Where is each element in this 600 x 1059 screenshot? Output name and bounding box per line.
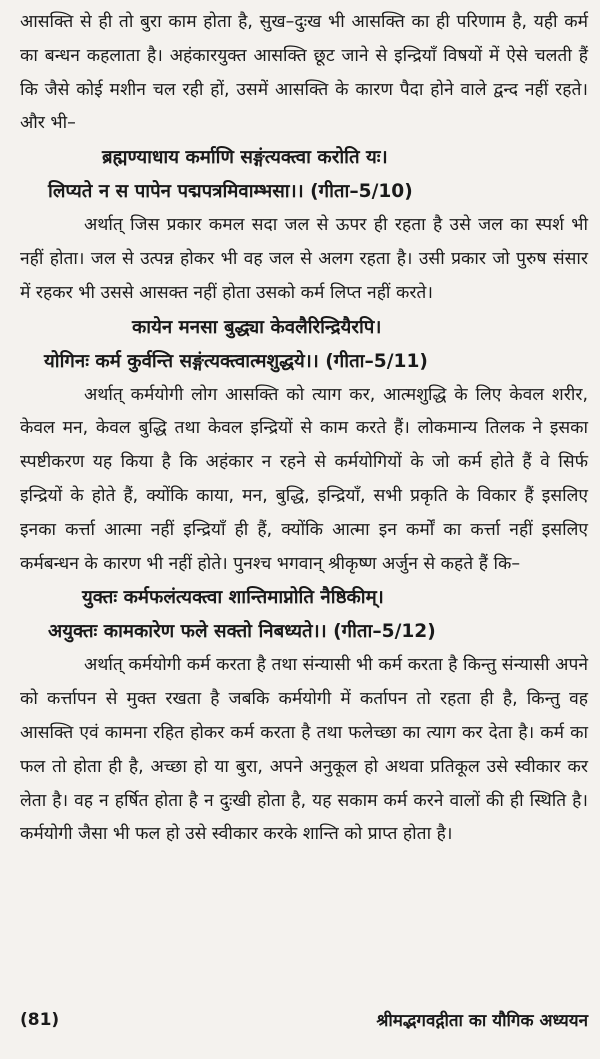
paragraph-3: अर्थात् कर्मयोगी लोग आसक्ति को त्याग कर, आत्मशुद्धि के लिए केवल शरीर, केवल मन, केवल बुद्धि तथा केवल इन्द्रियों से काम करते हैं। लोकमान्य तिलक ने इसका स्पष्टीकरण यह किया है कि अहंकार न रहने से कर्मयोगियों के जो कर्म होते हैं वे सिर्फ इन्द्रियों के होते हैं, क्योंकि काया, मन, बुद्धि, इन्द्रियाँ, सभी प्रकृति के विकार हैं इसलिए इनका कर्त्ता आत्मा नहीं इन्द्रियाँ ही हैं, क्योंकि आत्मा इन कर्मों का कर्त्ता नहीं इसलिए कर्मबन्धन के कारण भी नहीं होते। पुनश्च भगवान् श्रीकृष्ण अर्जुन से कहते हैं कि– <box>20 384 588 574</box>
verse-5-12-line-2: अयुक्तः कामकारेण फले सक्तो निबध्यते।। (गीता–5/12) <box>48 621 436 643</box>
verse-5-10-line-1: ब्रह्मण्याधाय कर्माणि सङ्गंत्यक्त्वा करोति यः। <box>102 147 388 169</box>
book-title: श्रीमद्भगवद्गीता का यौगिक अध्ययन <box>376 1011 588 1031</box>
paragraph-4: अर्थात् कर्मयोगी कर्म करता है तथा संन्यासी भी कर्म करता है किन्तु संन्यासी अपने को कर्त्तापन से मुक्त रखता है जबकि कर्मयोगी में कर्तापन तो रहता ही है, किन्तु वह आसक्ति एवं कामना रहित होकर कर्म करता है तथा फलेच्छा का त्याग कर देता है। कर्म का फल तो होता ही है, अच्छा हो या बुरा, अपने अनुकूल हो अथवा प्रतिकूल उसे स्वीकार कर लेता है। वह न हर्षित होता है न दुःखी होता है, यह सकाम कर्म करने वालों की ही स्थिति है। कर्मयोगी जैसा भी फल हो उसे स्वीकार करके शान्ति को प्राप्त होता है। <box>20 655 588 845</box>
paragraph-2: अर्थात् जिस प्रकार कमल सदा जल से ऊपर ही रहता है उसे जल का स्पर्श भी नहीं होता। जल से उत्पन्न होकर भी वह जल से अलग रहता है। उसी प्रकार जो पुरुष संसार में रहकर भी उससे आसक्त नहीं होता उसको कर्म लिप्त नहीं करते। <box>20 215 588 303</box>
verse-5-11-line-1: कायेन मनसा बुद्ध्या केवलैरिन्द्रियैरपि। <box>132 316 382 338</box>
paragraph-1: आसक्ति से ही तो बुरा काम होता है, सुख–दुःख भी आसक्ति का ही परिणाम है, यही कर्म का बन्धन कहलाता है। अहंकारयुक्त आसक्ति छूट जाने से इन्द्रियाँ विषयों में ऐसे चलती हैं कि जैसे कोई मशीन चल रही हों, उसमें आसक्ति के कारण पैदा होने वाले द्वन्द नहीं रहते। और भी– <box>20 12 588 134</box>
page-footer <box>20 1008 588 1031</box>
page-number: (81) <box>20 1009 60 1030</box>
verse-5-12-line-1: युक्तः कर्मफलंत्यक्त्वा शान्तिमाप्नोति नैष्ठिकीम्। <box>82 587 384 609</box>
verse-5-11-line-2: योगिनः कर्म कुर्वन्ति सङ्गंत्यक्त्वात्मशुद्धये।। (गीता–5/11) <box>44 350 428 372</box>
verse-5-10-line-2: लिप्यते न स पापेन पद्मपत्रमिवाम्भसा।। (गीता–5/10) <box>48 181 413 203</box>
